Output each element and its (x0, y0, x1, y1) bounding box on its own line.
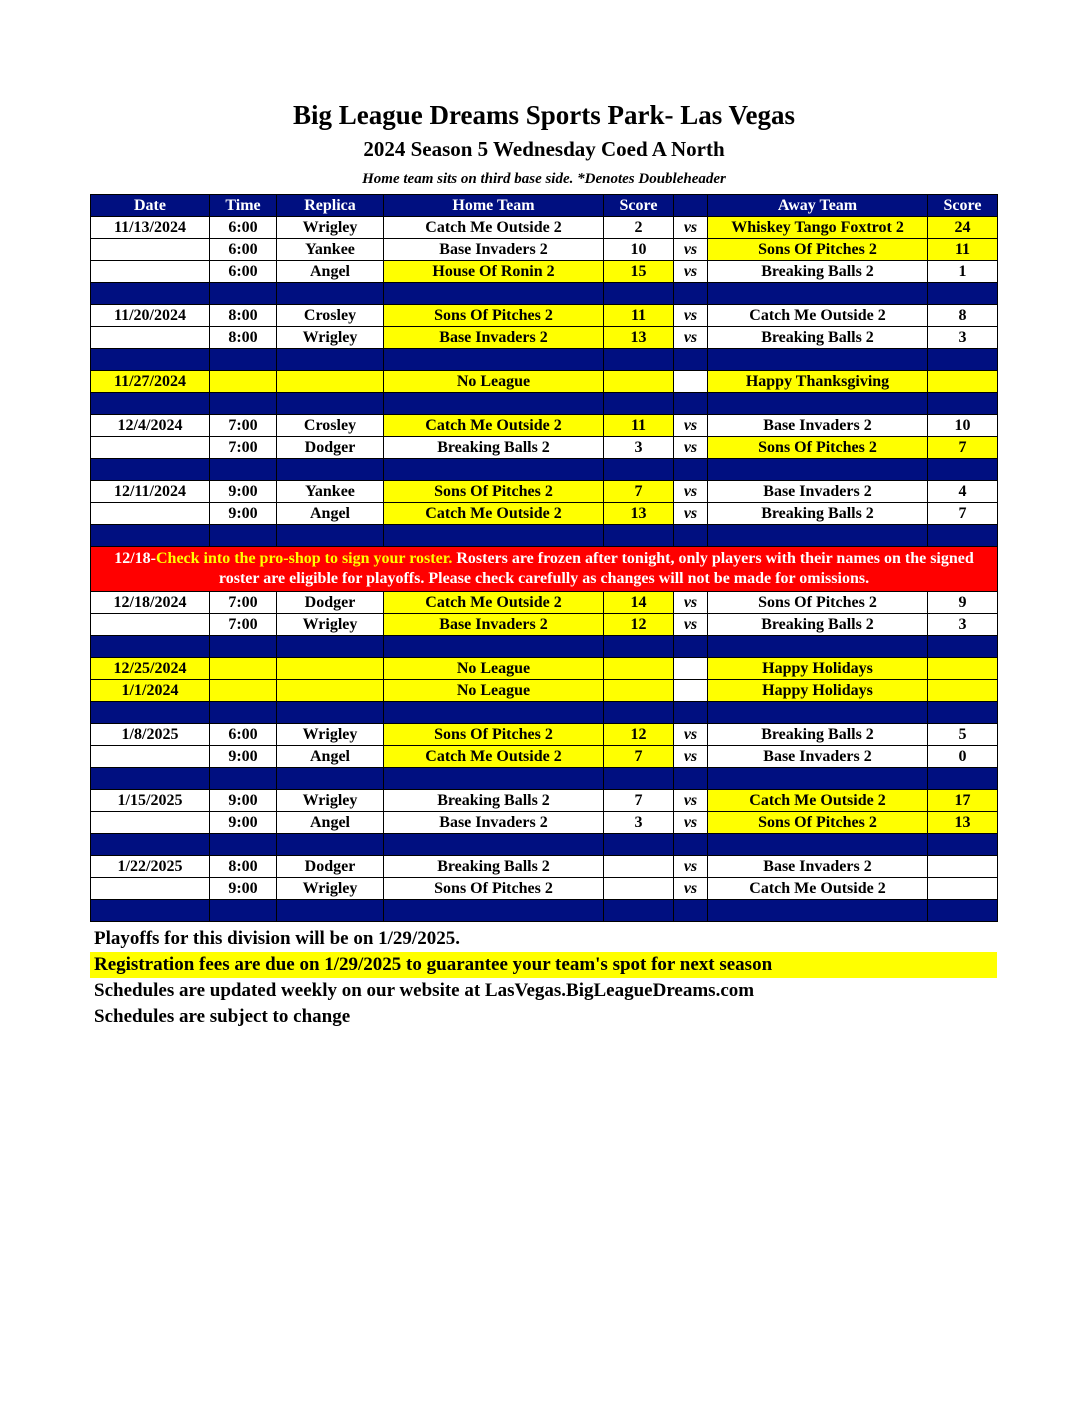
home-score-cell: 12 (604, 724, 674, 746)
replica-cell: Angel (277, 503, 384, 525)
date-cell (91, 503, 210, 525)
home-score-cell: 7 (604, 790, 674, 812)
replica-cell (277, 371, 384, 393)
time-cell (210, 658, 277, 680)
away-score-cell: 7 (928, 503, 998, 525)
vs-cell: vs (674, 878, 708, 900)
table-row (91, 415, 998, 437)
spacer-cell (928, 283, 998, 305)
spacer-cell (674, 900, 708, 922)
spacer-cell (277, 525, 384, 547)
home-score-cell: 10 (604, 239, 674, 261)
notice-body: Rosters are frozen after tonight, only players with their names on the signed roster are eligible for playoffs. Please check carefully as changes will not be made for omissions. (218, 550, 974, 587)
spacer-cell (604, 768, 674, 790)
vs-cell: vs (674, 305, 708, 327)
vs-cell (674, 680, 708, 702)
spacer-cell (604, 900, 674, 922)
spacer-cell (91, 459, 210, 481)
home-team-cell: Breaking Balls 2 (384, 437, 604, 459)
vs-cell: vs (674, 261, 708, 283)
away-team-cell: Whiskey Tango Foxtrot 2 (708, 217, 928, 239)
date-cell: 1/22/2025 (91, 856, 210, 878)
vs-cell: vs (674, 746, 708, 768)
table-row (91, 327, 998, 349)
table-row (91, 239, 998, 261)
time-cell: 9:00 (210, 746, 277, 768)
away-team-cell: Breaking Balls 2 (708, 503, 928, 525)
replica-cell: Angel (277, 746, 384, 768)
spacer-cell (210, 283, 277, 305)
away-team-cell: Breaking Balls 2 (708, 261, 928, 283)
home-score-cell: 13 (604, 503, 674, 525)
replica-cell: Angel (277, 812, 384, 834)
home-score-cell: 15 (604, 261, 674, 283)
home-score-cell (604, 856, 674, 878)
home-score-cell: 13 (604, 327, 674, 349)
vs-cell: vs (674, 503, 708, 525)
home-score-cell: 12 (604, 614, 674, 636)
col-header-away-score: Score (928, 195, 998, 217)
spacer-cell (928, 459, 998, 481)
spacer-cell (674, 636, 708, 658)
col-header-replica: Replica (277, 195, 384, 217)
replica-cell: Dodger (277, 437, 384, 459)
date-cell (91, 437, 210, 459)
date-cell: 12/4/2024 (91, 415, 210, 437)
change-note: Schedules are subject to change (94, 1006, 351, 1027)
home-team-cell: Base Invaders 2 (384, 614, 604, 636)
home-score-cell (604, 680, 674, 702)
spacer-cell (708, 834, 928, 856)
spacer-row (91, 702, 998, 724)
replica-cell: Angel (277, 261, 384, 283)
replica-cell: Wrigley (277, 327, 384, 349)
spacer-cell (928, 636, 998, 658)
away-team-cell: Sons Of Pitches 2 (708, 592, 928, 614)
date-cell: 12/18/2024 (91, 592, 210, 614)
spacer-cell (210, 768, 277, 790)
vs-cell: vs (674, 724, 708, 746)
home-team-cell: Base Invaders 2 (384, 239, 604, 261)
date-cell (91, 746, 210, 768)
spacer-cell (91, 900, 210, 922)
date-cell (91, 239, 210, 261)
time-cell (210, 371, 277, 393)
away-score-cell: 3 (928, 614, 998, 636)
col-header-vs (674, 195, 708, 217)
replica-cell: Wrigley (277, 878, 384, 900)
spacer-cell (91, 636, 210, 658)
home-score-cell: 14 (604, 592, 674, 614)
date-cell: 12/11/2024 (91, 481, 210, 503)
spacer-cell (604, 525, 674, 547)
col-header-date: Date (91, 195, 210, 217)
table-row (91, 812, 998, 834)
away-team-cell: Catch Me Outside 2 (708, 790, 928, 812)
schedule-table (90, 194, 998, 922)
table-row (91, 305, 998, 327)
away-team-cell: Sons Of Pitches 2 (708, 239, 928, 261)
spacer-cell (384, 459, 604, 481)
home-team-cell: Catch Me Outside 2 (384, 592, 604, 614)
vs-cell: vs (674, 217, 708, 239)
spacer-cell (928, 768, 998, 790)
away-team-cell: Catch Me Outside 2 (708, 878, 928, 900)
home-team-cell: House Of Ronin 2 (384, 261, 604, 283)
date-cell: 11/13/2024 (91, 217, 210, 239)
away-team-cell: Base Invaders 2 (708, 856, 928, 878)
replica-cell: Wrigley (277, 790, 384, 812)
vs-cell: vs (674, 790, 708, 812)
spacer-row (91, 834, 998, 856)
home-team-cell: No League (384, 371, 604, 393)
spacer-cell (384, 349, 604, 371)
table-row (91, 371, 998, 393)
spacer-cell (928, 900, 998, 922)
spacer-cell (928, 834, 998, 856)
vs-cell: vs (674, 239, 708, 261)
spacer-cell (91, 834, 210, 856)
spacer-cell (604, 702, 674, 724)
table-row (91, 592, 998, 614)
spacer-cell (708, 525, 928, 547)
spacer-cell (210, 393, 277, 415)
spacer-row (91, 900, 998, 922)
spacer-cell (708, 636, 928, 658)
away-team-cell: Breaking Balls 2 (708, 724, 928, 746)
home-score-cell: 11 (604, 305, 674, 327)
spacer-cell (384, 636, 604, 658)
col-header-home-score: Score (604, 195, 674, 217)
away-team-cell: Happy Holidays (708, 680, 928, 702)
spacer-cell (928, 349, 998, 371)
replica-cell: Crosley (277, 415, 384, 437)
table-row (91, 680, 998, 702)
spacer-cell (91, 349, 210, 371)
spacer-cell (384, 393, 604, 415)
time-cell: 6:00 (210, 239, 277, 261)
home-score-cell (604, 371, 674, 393)
away-score-cell: 0 (928, 746, 998, 768)
spacer-cell (708, 393, 928, 415)
home-score-cell (604, 658, 674, 680)
away-score-cell: 17 (928, 790, 998, 812)
home-team-cell: No League (384, 680, 604, 702)
table-row (91, 724, 998, 746)
spacer-cell (210, 636, 277, 658)
home-team-cell: Base Invaders 2 (384, 327, 604, 349)
home-score-cell: 3 (604, 437, 674, 459)
replica-cell: Dodger (277, 592, 384, 614)
schedule-body (91, 217, 998, 922)
date-cell: 12/25/2024 (91, 658, 210, 680)
spacer-cell (277, 636, 384, 658)
spacer-cell (277, 459, 384, 481)
away-score-cell: 5 (928, 724, 998, 746)
vs-cell: vs (674, 812, 708, 834)
vs-cell: vs (674, 592, 708, 614)
roster-notice (91, 547, 998, 592)
vs-cell: vs (674, 614, 708, 636)
spacer-cell (384, 525, 604, 547)
spacer-cell (91, 393, 210, 415)
time-cell: 6:00 (210, 261, 277, 283)
spacer-cell (604, 283, 674, 305)
spacer-row (91, 393, 998, 415)
date-cell: 1/1/2024 (91, 680, 210, 702)
notice-highlight: Check into the pro-shop to sign your roster. (156, 550, 453, 567)
home-team-cell: Base Invaders 2 (384, 812, 604, 834)
time-cell: 9:00 (210, 503, 277, 525)
spacer-cell (210, 459, 277, 481)
col-header-away-team: Away Team (708, 195, 928, 217)
spacer-cell (604, 834, 674, 856)
time-cell: 9:00 (210, 790, 277, 812)
date-cell (91, 812, 210, 834)
spacer-cell (384, 834, 604, 856)
table-row (91, 746, 998, 768)
away-team-cell: Sons Of Pitches 2 (708, 812, 928, 834)
date-cell (91, 327, 210, 349)
replica-cell: Yankee (277, 239, 384, 261)
replica-cell (277, 658, 384, 680)
spacer-row (91, 768, 998, 790)
spacer-row (91, 283, 998, 305)
spacer-cell (708, 349, 928, 371)
spacer-cell (384, 768, 604, 790)
spacer-cell (928, 393, 998, 415)
home-team-cell: No League (384, 658, 604, 680)
away-team-cell: Breaking Balls 2 (708, 327, 928, 349)
spacer-cell (674, 459, 708, 481)
page-subtitle: 2024 Season 5 Wednesday Coed A North (363, 137, 725, 161)
vs-cell: vs (674, 856, 708, 878)
away-team-cell: Base Invaders 2 (708, 746, 928, 768)
home-score-cell (604, 878, 674, 900)
away-score-cell (928, 658, 998, 680)
home-team-note: Home team sits on third base side. *Denotes Doubleheader (362, 171, 726, 187)
time-cell (210, 680, 277, 702)
spacer-cell (674, 393, 708, 415)
away-team-cell: Happy Thanksgiving (708, 371, 928, 393)
spacer-row (91, 349, 998, 371)
spacer-cell (708, 900, 928, 922)
notice-prefix: 12/18- (114, 550, 156, 567)
away-team-cell: Sons Of Pitches 2 (708, 437, 928, 459)
date-cell: 11/27/2024 (91, 371, 210, 393)
home-team-cell: Breaking Balls 2 (384, 790, 604, 812)
away-score-cell (928, 371, 998, 393)
table-row (91, 503, 998, 525)
time-cell: 9:00 (210, 812, 277, 834)
spacer-cell (91, 768, 210, 790)
away-score-cell (928, 680, 998, 702)
spacer-cell (210, 349, 277, 371)
replica-cell: Wrigley (277, 217, 384, 239)
home-team-cell: Sons Of Pitches 2 (384, 724, 604, 746)
away-score-cell: 4 (928, 481, 998, 503)
table-row (91, 790, 998, 812)
replica-cell: Wrigley (277, 614, 384, 636)
home-team-cell: Sons Of Pitches 2 (384, 878, 604, 900)
vs-cell: vs (674, 437, 708, 459)
vs-cell: vs (674, 327, 708, 349)
spacer-cell (604, 349, 674, 371)
spacer-row (91, 636, 998, 658)
spacer-cell (604, 459, 674, 481)
home-team-cell: Catch Me Outside 2 (384, 415, 604, 437)
playoffs-note: Playoffs for this division will be on 1/29/2025. (94, 928, 460, 949)
time-cell: 6:00 (210, 724, 277, 746)
date-cell: 1/15/2025 (91, 790, 210, 812)
home-team-cell: Sons Of Pitches 2 (384, 481, 604, 503)
spacer-row (91, 459, 998, 481)
spacer-cell (91, 702, 210, 724)
home-score-cell: 7 (604, 481, 674, 503)
away-team-cell: Breaking Balls 2 (708, 614, 928, 636)
time-cell: 9:00 (210, 481, 277, 503)
home-score-cell: 7 (604, 746, 674, 768)
away-team-cell: Base Invaders 2 (708, 481, 928, 503)
replica-cell (277, 680, 384, 702)
vs-cell: vs (674, 415, 708, 437)
date-cell: 1/8/2025 (91, 724, 210, 746)
spacer-cell (674, 349, 708, 371)
col-header-home-team: Home Team (384, 195, 604, 217)
date-cell: 11/20/2024 (91, 305, 210, 327)
time-cell: 7:00 (210, 614, 277, 636)
spacer-cell (674, 834, 708, 856)
time-cell: 9:00 (210, 878, 277, 900)
table-row (91, 217, 998, 239)
spacer-cell (384, 283, 604, 305)
date-cell (91, 614, 210, 636)
vs-cell: vs (674, 481, 708, 503)
away-score-cell: 24 (928, 217, 998, 239)
table-row (91, 856, 998, 878)
away-score-cell: 1 (928, 261, 998, 283)
spacer-row (91, 525, 998, 547)
spacer-cell (277, 768, 384, 790)
roster-notice-row (91, 547, 998, 592)
vs-cell (674, 658, 708, 680)
table-row (91, 614, 998, 636)
time-cell: 7:00 (210, 437, 277, 459)
home-team-cell: Catch Me Outside 2 (384, 503, 604, 525)
spacer-cell (384, 702, 604, 724)
away-score-cell: 11 (928, 239, 998, 261)
time-cell: 8:00 (210, 856, 277, 878)
spacer-cell (708, 283, 928, 305)
spacer-cell (210, 525, 277, 547)
time-cell: 7:00 (210, 592, 277, 614)
spacer-cell (277, 349, 384, 371)
website-note: Schedules are updated weekly on our website at LasVegas.BigLeagueDreams.com (94, 980, 755, 1001)
away-team-cell: Catch Me Outside 2 (708, 305, 928, 327)
date-cell (91, 261, 210, 283)
spacer-cell (277, 393, 384, 415)
page-title: Big League Dreams Sports Park- Las Vegas (292, 100, 796, 130)
vs-cell (674, 371, 708, 393)
spacer-cell (210, 900, 277, 922)
spacer-cell (277, 834, 384, 856)
registration-note: Registration fees are due on 1/29/2025 to guarantee your team's spot for next season (90, 952, 997, 978)
spacer-cell (674, 525, 708, 547)
table-row (91, 658, 998, 680)
away-score-cell (928, 878, 998, 900)
spacer-cell (708, 768, 928, 790)
spacer-cell (928, 702, 998, 724)
away-score-cell: 3 (928, 327, 998, 349)
table-row (91, 878, 998, 900)
time-cell: 8:00 (210, 327, 277, 349)
spacer-cell (210, 834, 277, 856)
spacer-cell (91, 283, 210, 305)
date-cell (91, 878, 210, 900)
home-team-cell: Breaking Balls 2 (384, 856, 604, 878)
home-score-cell: 2 (604, 217, 674, 239)
spacer-cell (210, 702, 277, 724)
spacer-cell (384, 900, 604, 922)
time-cell: 8:00 (210, 305, 277, 327)
away-score-cell (928, 856, 998, 878)
col-header-time: Time (210, 195, 277, 217)
away-score-cell: 9 (928, 592, 998, 614)
replica-cell: Crosley (277, 305, 384, 327)
replica-cell: Yankee (277, 481, 384, 503)
away-score-cell: 13 (928, 812, 998, 834)
spacer-cell (674, 283, 708, 305)
table-row (91, 481, 998, 503)
away-score-cell: 7 (928, 437, 998, 459)
home-team-cell: Catch Me Outside 2 (384, 217, 604, 239)
home-team-cell: Sons Of Pitches 2 (384, 305, 604, 327)
spacer-cell (604, 636, 674, 658)
replica-cell: Dodger (277, 856, 384, 878)
away-team-cell: Happy Holidays (708, 658, 928, 680)
spacer-cell (277, 702, 384, 724)
spacer-cell (708, 459, 928, 481)
spacer-cell (277, 900, 384, 922)
time-cell: 7:00 (210, 415, 277, 437)
spacer-cell (708, 702, 928, 724)
spacer-cell (604, 393, 674, 415)
replica-cell: Wrigley (277, 724, 384, 746)
away-score-cell: 10 (928, 415, 998, 437)
home-team-cell: Catch Me Outside 2 (384, 746, 604, 768)
table-row (91, 261, 998, 283)
home-score-cell: 3 (604, 812, 674, 834)
spacer-cell (928, 525, 998, 547)
time-cell: 6:00 (210, 217, 277, 239)
home-score-cell: 11 (604, 415, 674, 437)
spacer-cell (91, 525, 210, 547)
spacer-cell (674, 768, 708, 790)
table-row (91, 437, 998, 459)
table-header-row (91, 195, 998, 217)
away-score-cell: 8 (928, 305, 998, 327)
spacer-cell (277, 283, 384, 305)
away-team-cell: Base Invaders 2 (708, 415, 928, 437)
spacer-cell (674, 702, 708, 724)
